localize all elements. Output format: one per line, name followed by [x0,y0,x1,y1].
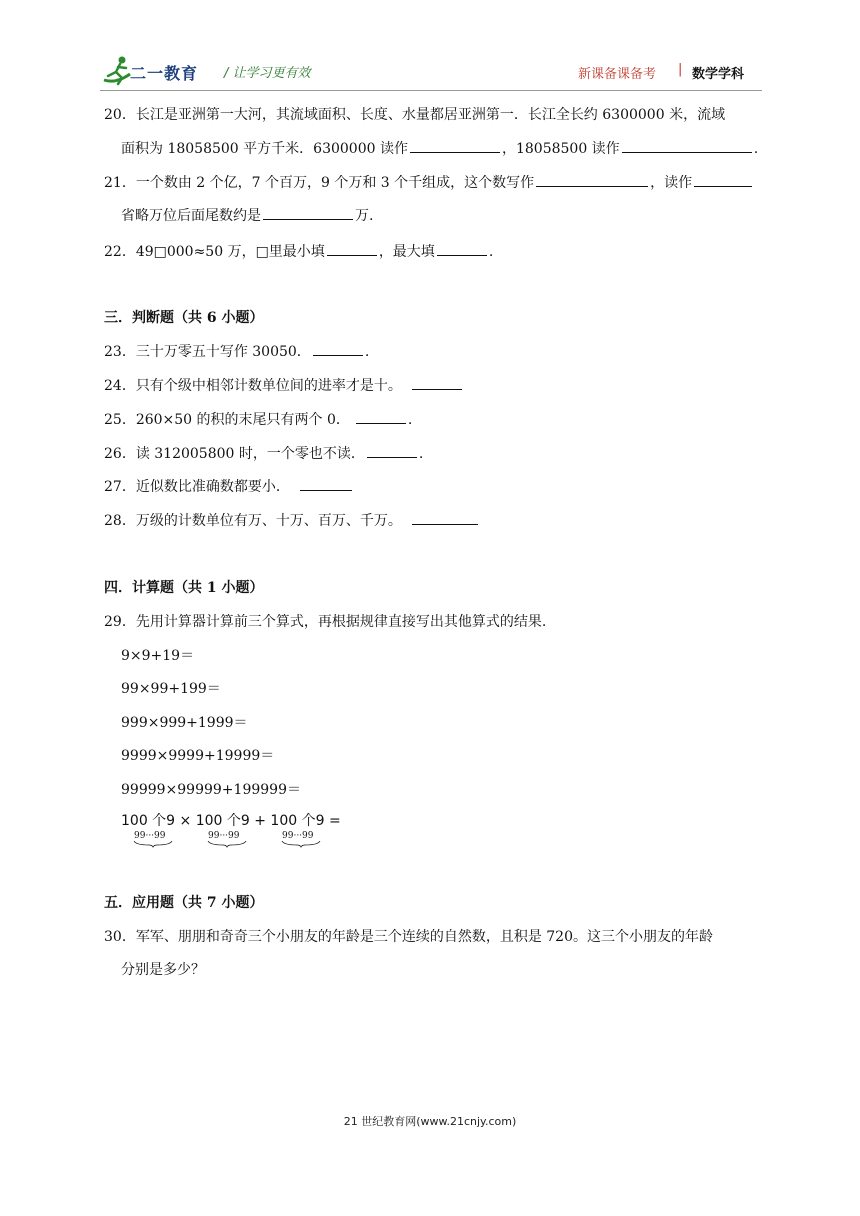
question-22-text-c: . [488,244,494,260]
answer-blank-21c[interactable] [263,205,353,220]
answer-blank-20a[interactable] [410,138,500,153]
question-29-stem: 29．先用计算器计算前三个算式，再根据规律直接写出其他算式的结果. [104,614,547,630]
underbrace-label-2: 99···99 [208,831,240,841]
header-divider [100,90,762,91]
question-26-end: . [418,446,424,462]
equation-3: 999×999+1999＝ [121,715,248,731]
section-5-title: 五．应用题（共 7 小题） [104,895,264,911]
question-20-text-c: . [753,141,759,157]
page-footer: 21 世纪教育网(www.21cnjy.com) [343,1115,517,1128]
question-22 [104,241,493,262]
question-21-line-2 [121,205,373,226]
question-28 [104,510,480,531]
question-27 [104,476,354,497]
tag-new-curriculum: 新课备课备考 [578,67,657,82]
question-20-line-1: 20．长江是亚洲第一大河，其流域面积、长度、水量都居亚洲第一．长江全长约 6300000 米，流域 [104,107,726,123]
answer-blank-28[interactable] [412,510,478,525]
question-26 [104,443,423,464]
answer-blank-21b[interactable] [694,172,752,187]
question-22-text-b: ，最大填 [378,244,435,260]
question-20-line-2 [121,138,758,159]
equation-5: 99999×99999+199999＝ [121,782,301,798]
question-24 [104,375,464,396]
question-21-text-d: 万. [355,208,374,224]
question-23 [104,341,369,362]
question-24-text: 24．只有个级中相邻计数单位间的进率才是十。 [104,378,402,394]
underbrace-label-3: 99···99 [282,831,314,841]
question-25 [104,409,412,430]
equation-4: 9999×9999+19999＝ [121,748,275,764]
question-21-line-1 [104,172,754,193]
answer-blank-21a[interactable] [536,172,648,187]
question-25-end: . [407,412,413,428]
question-25-text: 25．260×50 的积的末尾只有两个 0． [104,412,350,428]
answer-blank-23[interactable] [313,341,363,356]
question-20-text-a: 面积为 18058500 平方千米．6300000 读作 [121,141,408,157]
section-3-title: 三．判断题（共 6 小题） [104,310,264,326]
question-23-end: . [364,344,370,360]
tag-subject: 数学学科 [692,67,745,82]
question-30-line-2: 分别是多少？ [121,962,205,978]
answer-blank-22b[interactable] [437,241,487,256]
answer-blank-26[interactable] [367,443,417,458]
logo-text: 二一教育 [130,64,199,83]
question-20-text-b: ，18058500 读作 [501,141,620,157]
question-27-text: 27．近似数比准确数都要小． [104,479,290,495]
question-21-text-b: ，读作 [650,175,693,191]
question-21-text-a: 21．一个数由 2 个亿，7 个百万，9 个万和 3 个千组成，这个数写作 [104,175,535,191]
underbrace-label-1: 99···99 [134,831,166,841]
answer-blank-24[interactable] [412,375,462,390]
question-21-text-c: 省略万位后面尾数约是 [121,208,261,224]
question-22-text-a: 22．49□000≈50 万，□里最小填 [104,244,325,260]
equation-6: 100 个9 × 100 个9 + 100 个9 = [121,813,341,829]
underbrace-icons [132,840,322,848]
question-28-text: 28．万级的计数单位有万、十万、百万、千万。 [104,513,402,529]
section-4-title: 四．计算题（共 1 小题） [104,580,264,596]
tag-separator: | [678,62,683,77]
question-23-text: 23．三十万零五十写作 30050． [104,344,311,360]
answer-blank-25[interactable] [356,409,406,424]
answer-blank-22a[interactable] [327,241,377,256]
question-26-text: 26．读 312005800 时，一个零也不读． [104,446,365,462]
question-30-line-1: 30．军军、朋朋和奇奇三个小朋友的年龄是三个连续的自然数，且积是 720。这三个小朋友的年龄 [104,929,713,945]
page-header [100,50,762,92]
equation-2: 99×99+199＝ [121,681,221,697]
answer-blank-27[interactable] [300,476,352,491]
equation-1: 9×9+19＝ [121,648,195,664]
slogan: / 让学习更有效 [224,66,311,81]
answer-blank-20b[interactable] [622,138,752,153]
